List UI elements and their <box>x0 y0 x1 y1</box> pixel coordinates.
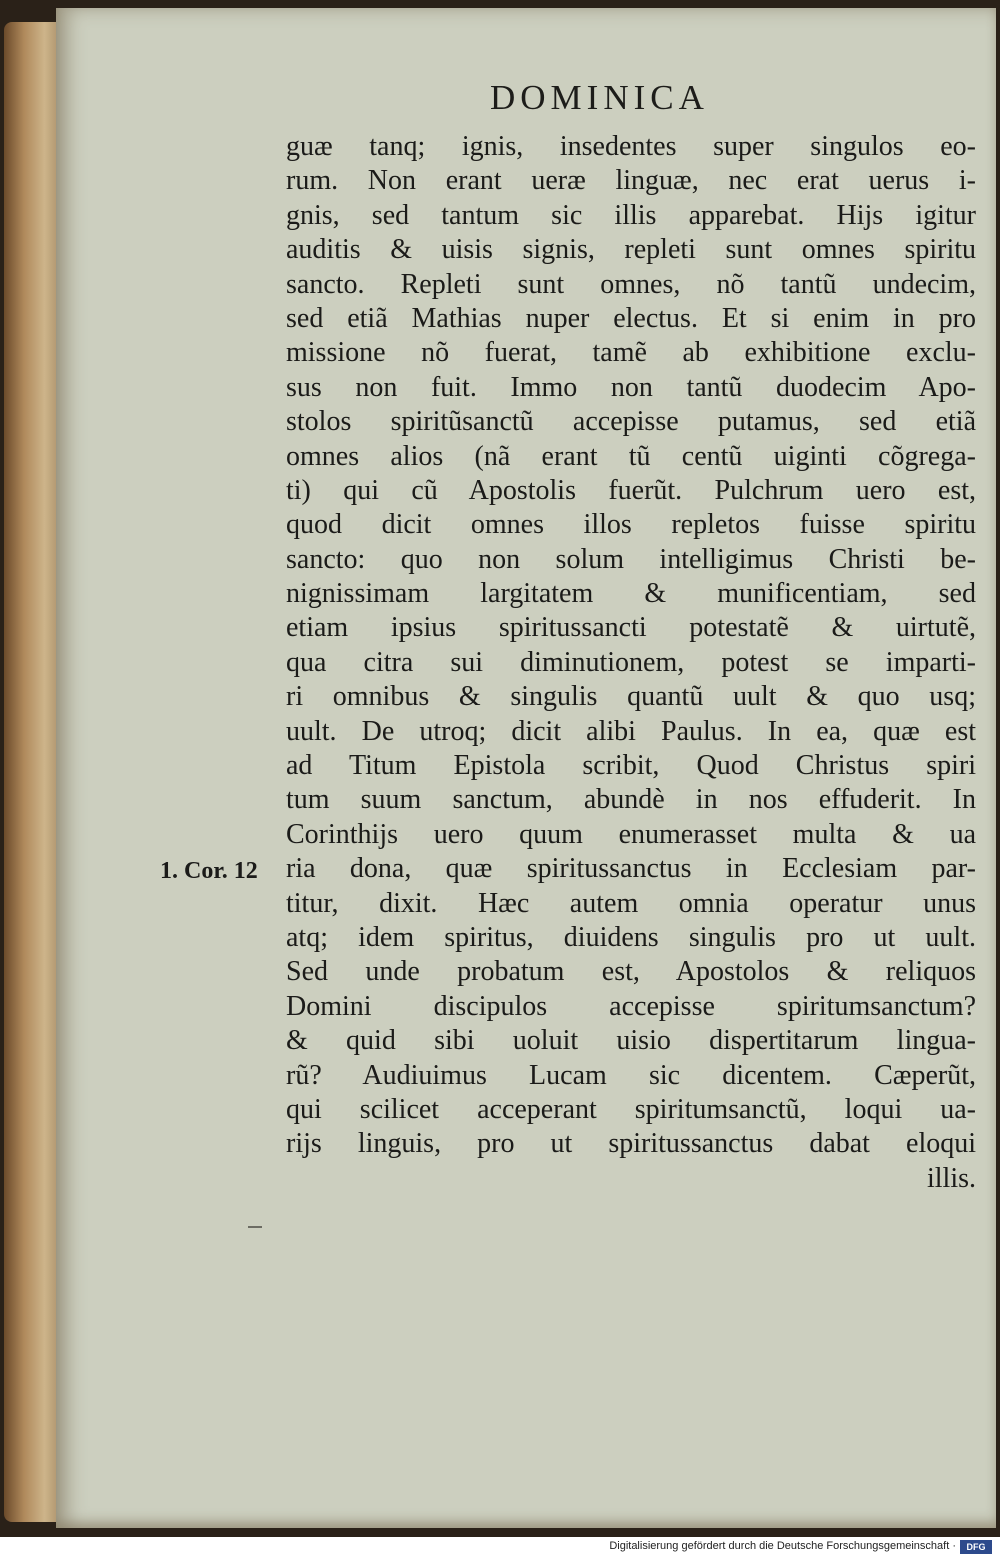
text-line: ri omnibus & singulis quantũ uult & quo usq; <box>286 681 976 713</box>
text-line: qui scilicet acceperant spiritumsanctũ, loqui ua- <box>286 1093 976 1125</box>
text-line: ria dona, quæ spiritussanctus in Ecclesiam par- <box>286 853 976 885</box>
body-text <box>286 130 976 1196</box>
text-line: rum. Non erant ueræ linguæ, nec erat uerus i- <box>286 165 976 197</box>
text-line: stolos spiritũsanctũ accepisse putamus, sed etiã <box>286 406 976 438</box>
text-line: sed etiã Mathias nuper electus. Et si enim in pro <box>286 302 976 334</box>
text-line: tum suum sanctum, abundè in nos effuderit. In <box>286 784 976 816</box>
text-line: titur, dixit. Hæc autem omnia operatur unus <box>286 887 976 919</box>
text-line: gnis, sed tantum sic illis apparebat. Hijs igitur <box>286 199 976 231</box>
funding-notice: Digitalisierung gefördert durch die Deutsche Forschungsgemeinschaft · <box>609 1540 956 1552</box>
text-line: Sed unde probatum est, Apostolos & reliquos <box>286 956 976 988</box>
text-line: etiam ipsius spiritussancti potestatẽ & uirtutẽ, <box>286 612 976 644</box>
dfg-logo: DFG <box>960 1540 992 1554</box>
running-head: DOMINICA <box>490 78 709 117</box>
text-line: sancto. Repleti sunt omnes, nõ tantũ undecim, <box>286 268 976 300</box>
text-line: missione nõ fuerat, tamẽ ab exhibitione exclu- <box>286 337 976 369</box>
ink-mark <box>248 1226 262 1228</box>
text-line: Domini discipulos accepisse spiritumsanctum? <box>286 990 976 1022</box>
text-line: quod dicit omnes illos repletos fuisse spiritu <box>286 509 976 541</box>
text-line: auditis & uisis signis, repleti sunt omnes spiritu <box>286 234 976 266</box>
text-line: sus non fuit. Immo non tantũ duodecim Apo- <box>286 371 976 403</box>
text-line: rijs linguis, pro ut spiritussanctus dabat eloqui <box>286 1128 976 1160</box>
text-line: Corinthijs uero quum enumerasset multa & ua <box>286 818 976 850</box>
margin-note: 1. Cor. 12 <box>160 858 258 884</box>
text-line: guæ tanq; ignis, insedentes super singulos eo- <box>286 131 976 162</box>
text-line: atq; idem spiritus, diuidens singulis pro ut uult. <box>286 921 976 953</box>
text-line: & quid sibi uoluit uisio dispertitarum lingua- <box>286 1025 976 1057</box>
catchword: illis. <box>926 1162 976 1194</box>
footer-bar <box>0 1537 1000 1558</box>
text-line: nignissimam largitatem & munificentiam, sed <box>286 578 976 610</box>
text-line: ti) qui cũ Apostolis fuerũt. Pulchrum uero est, <box>286 474 976 506</box>
text-line: ad Titum Epistola scribit, Quod Christus spiri <box>286 750 976 782</box>
text-line: uult. De utroq; dicit alibi Paulus. In ea, quæ est <box>286 715 976 747</box>
text-line: sancto: quo non solum intelligimus Christi be- <box>286 543 976 575</box>
book-edge <box>4 22 62 1522</box>
text-line: rũ? Audiuimus Lucam sic dicentem. Cæperũt, <box>286 1059 976 1091</box>
text-line: qua citra sui diminutionem, potest se imparti- <box>286 646 976 678</box>
text-line: omnes alios (nã erant tũ centũ uiginti cõgrega- <box>286 440 976 472</box>
